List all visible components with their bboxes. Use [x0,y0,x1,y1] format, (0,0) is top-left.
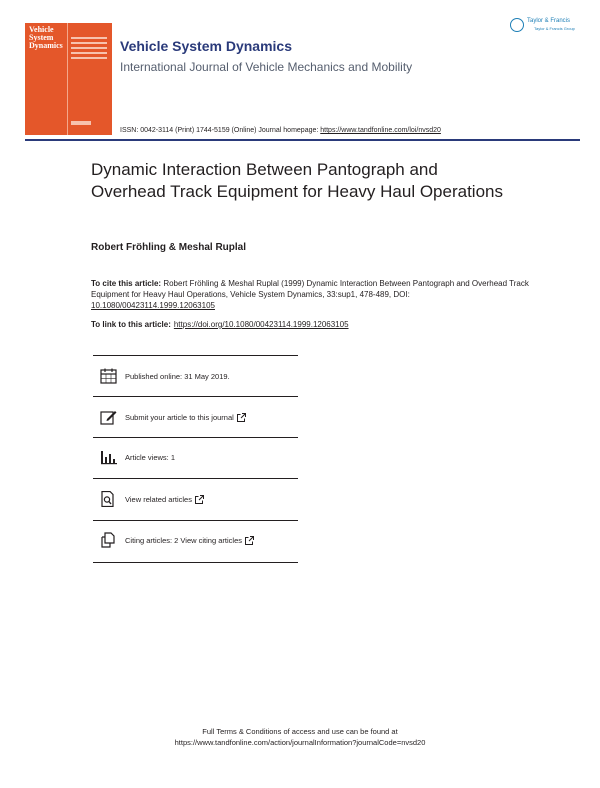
divider [93,437,298,438]
cover-title-line: System [29,33,54,42]
citing-articles-item[interactable] [100,530,254,550]
related-articles-link[interactable]: View related articles [125,494,192,504]
published-online-text: Published online: 31 May 2019. [125,371,230,381]
journal-subtitle: International Journal of Vehicle Mechanics and Mobility [120,60,413,74]
cover-header-strip [25,17,112,23]
article-views-item [100,447,175,467]
publisher-logo-group: Taylor & Francis Group [534,26,575,31]
article-link-label: To link to this article: [91,320,171,329]
journal-cover-thumbnail [25,17,112,135]
citation-label: To cite this article: [91,279,162,288]
journal-homepage-link[interactable]: https://www.tandfonline.com/loi/nvsd20 [320,127,441,134]
publisher-logo[interactable] [510,17,585,35]
cover-text-lines [71,37,107,62]
divider [93,520,298,521]
journal-title[interactable]: Vehicle System Dynamics [120,38,292,54]
search-document-icon [100,491,118,507]
bar-chart-icon [100,449,118,465]
cover-divider [67,23,68,135]
cover-title-line: Vehicle [29,25,54,34]
published-online-item [100,366,230,386]
external-link-icon [195,495,204,504]
cover-title [29,26,65,50]
footer [0,726,600,748]
cover-title-line: Dynamics [29,41,63,50]
divider [93,396,298,397]
calendar-icon [100,368,118,384]
issn-line [120,127,441,134]
external-link-icon [237,413,246,422]
citing-articles-link[interactable]: Citing articles: 2 View citing articles [125,535,242,545]
footer-terms-url[interactable]: https://www.tandfonline.com/action/journalInformation?journalCode=nvsd20 [174,738,426,747]
edit-icon [100,409,118,425]
external-link-icon [245,536,254,545]
citation-block [91,278,531,311]
issn-text: ISSN: 0042-3114 (Print) 1744-5159 (Online) Journal homepage: [120,127,321,134]
article-title: Dynamic Interaction Between Pantograph and Overhead Track Equipment for Heavy Haul Operations [91,160,503,201]
divider [93,355,298,356]
header-divider [25,139,580,141]
article-views-text: Article views: 1 [125,452,176,462]
article-link-line [91,320,349,329]
citation-text: Robert Fröhling & Meshal Ruplal (1999) Dynamic Interaction Between Pantograph and Overhead Track Equipment for Heavy Haul Operations, Vehicle System Dynamics, 33:sup1, 478-489, DOI: [91,279,529,299]
cover-publisher-mark [71,121,91,125]
publisher-logo-icon [510,18,524,32]
divider [93,478,298,479]
submit-article-link[interactable]: Submit your article to this journal [125,412,234,422]
article-doi-url[interactable]: https://doi.org/10.1080/00423114.1999.12063105 [173,320,349,329]
submit-article-item[interactable] [100,407,246,427]
doi-link[interactable]: 10.1080/00423114.1999.12063105 [91,301,215,310]
citing-articles-icon [100,532,118,548]
publisher-logo-name: Taylor & Francis [527,18,571,24]
article-authors: Robert Fröhling & Meshal Ruplal [91,242,247,253]
footer-terms-text: Full Terms & Conditions of access and use can be found at [202,727,398,736]
divider [93,562,298,563]
related-articles-item[interactable] [100,489,204,509]
